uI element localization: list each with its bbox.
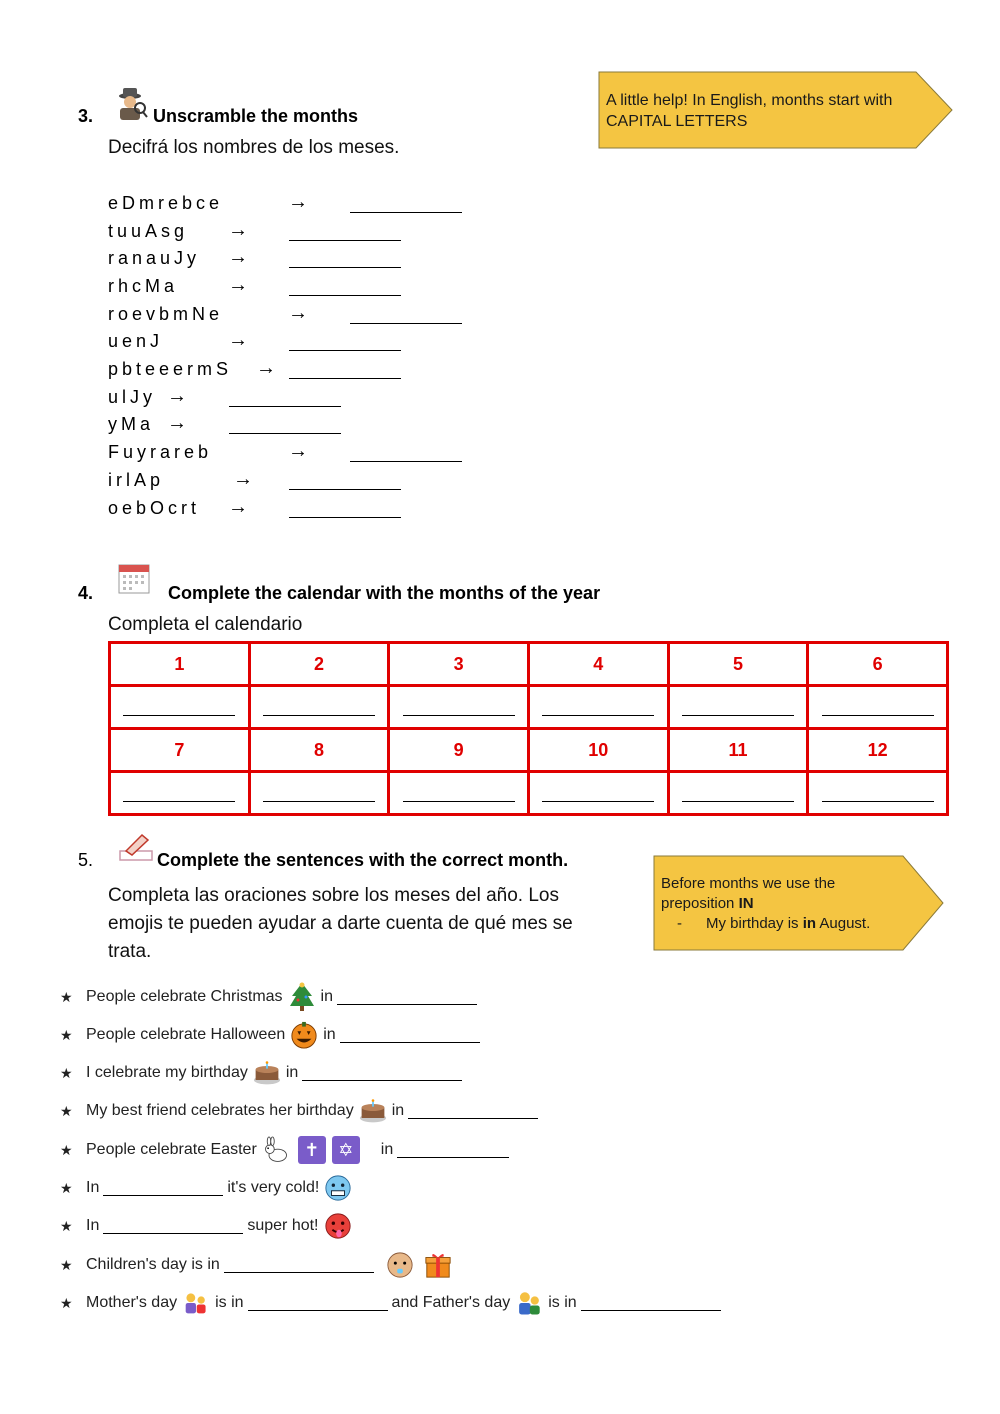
sentence-text: in <box>380 1141 394 1158</box>
star-bullet-icon: ★ <box>60 1179 73 1196</box>
answer-blank[interactable] <box>340 1028 480 1043</box>
help-callout <box>598 71 954 149</box>
section-5-subtitle-line: Completa las oraciones sobre los meses del año. Los <box>108 885 559 906</box>
month-number: 7 <box>110 729 250 772</box>
arrow: → <box>288 302 308 324</box>
example-text-end: August. <box>816 915 871 932</box>
scrambled-word: yMa <box>108 414 155 434</box>
sentence-text: is in <box>215 1294 244 1311</box>
sentence-hot <box>60 1210 357 1242</box>
family-man-boy-icon <box>515 1289 543 1317</box>
answer-blank[interactable] <box>581 1296 721 1311</box>
section-5-subtitle <box>108 882 573 966</box>
sentence-parents-day <box>60 1287 725 1319</box>
bullet: - <box>677 915 682 932</box>
star-bullet-icon: ★ <box>60 1102 73 1119</box>
arrow: → <box>288 440 308 462</box>
help-callout-text: A little help! In English, months start with CAPITAL LETTERS <box>606 92 893 130</box>
arrow: → <box>228 329 248 351</box>
preposition-example <box>661 914 921 934</box>
sentence-text: People celebrate Halloween <box>86 1026 286 1043</box>
birthday-cake-icon <box>253 1059 281 1087</box>
section-3-subtitle: Decifrá los nombres de los meses. <box>108 137 400 158</box>
sentence-text: Mother's day <box>86 1294 178 1311</box>
month-answer-cell[interactable] <box>668 772 808 815</box>
rabbit-icon <box>262 1136 290 1164</box>
section-4-subtitle: Completa el calendario <box>108 614 303 635</box>
section-5-title: Complete the sentences with the correct month. <box>157 850 569 870</box>
star-bullet-icon: ★ <box>60 1256 73 1273</box>
month-number: 6 <box>808 643 948 686</box>
sentence-my-birthday <box>60 1057 466 1089</box>
sentence-text: People celebrate Christmas <box>86 988 283 1005</box>
sentence-easter <box>60 1134 513 1166</box>
answer-blank[interactable] <box>224 1258 374 1273</box>
scrambled-word: irlAp <box>108 470 165 490</box>
scrambled-word: rhcMa <box>108 276 179 296</box>
birthday-cake-icon <box>359 1097 387 1125</box>
month-answer-cell[interactable] <box>110 686 250 729</box>
month-answer-cell[interactable] <box>389 772 529 815</box>
preposition-text: preposition <box>661 895 739 912</box>
sentence-text: it's very cold! <box>227 1179 320 1196</box>
sentence-text: is in <box>548 1294 577 1311</box>
preposition-line-1: Before months we use the <box>661 875 836 892</box>
scrambled-word: ulJy <box>108 387 157 407</box>
answer-blank[interactable] <box>289 378 401 379</box>
sentence-text: People celebrate Easter <box>86 1141 257 1158</box>
star-bullet-icon: ★ <box>60 1141 73 1158</box>
jack-o-lantern-icon <box>290 1021 318 1049</box>
star-bullet-icon: ★ <box>60 1064 73 1081</box>
answer-blank[interactable] <box>289 295 401 296</box>
calendar-icon <box>118 562 150 594</box>
answer-blank[interactable] <box>103 1181 223 1196</box>
month-number: 4 <box>528 643 668 686</box>
arrow: → <box>228 274 248 296</box>
month-number: 9 <box>389 729 529 772</box>
sentence-christmas <box>60 981 481 1013</box>
christmas-tree-icon <box>288 983 316 1011</box>
detective-icon <box>114 86 148 120</box>
sentence-text: in <box>285 1064 299 1081</box>
preposition-callout <box>653 855 945 951</box>
month-number: 12 <box>808 729 948 772</box>
answer-blank[interactable] <box>350 461 462 462</box>
arrow: → <box>228 219 248 241</box>
arrow: → <box>256 357 276 379</box>
scrambled-word: pbteeermS <box>108 359 233 379</box>
month-answer-cell[interactable] <box>528 772 668 815</box>
scrambled-word: oebOcrt <box>108 498 201 518</box>
month-answer-cell[interactable] <box>249 686 389 729</box>
sentence-text: and Father's day <box>391 1294 511 1311</box>
sentence-text: in <box>323 1026 336 1043</box>
arrow: → <box>288 191 308 213</box>
family-woman-girl-icon <box>182 1289 210 1317</box>
scrambled-word: roevbmNe <box>108 304 224 324</box>
scrambled-word: ranauJy <box>108 248 201 268</box>
month-number: 8 <box>249 729 389 772</box>
star-bullet-icon: ★ <box>60 1026 73 1043</box>
month-answer-cell[interactable] <box>808 772 948 815</box>
example-bold: in <box>802 915 817 932</box>
scrambled-word: uenJ <box>108 331 164 351</box>
scrambled-word: eDmrebce <box>108 193 224 213</box>
hot-face-icon <box>324 1212 352 1240</box>
sentence-childrens-day <box>60 1249 457 1281</box>
section-5-number: 5. <box>78 850 94 870</box>
scrambled-word: Fuyrareb <box>108 442 213 462</box>
gift-icon <box>424 1251 452 1279</box>
answer-blank[interactable] <box>289 517 401 518</box>
answer-blank[interactable] <box>289 240 401 241</box>
section-5-subtitle-line: emojis te pueden ayudar a darte cuenta de qué mes se <box>108 913 573 934</box>
section-4-title: Complete the calendar with the months of the year <box>168 583 601 603</box>
sentence-text: in <box>320 988 333 1005</box>
answer-blank[interactable] <box>103 1219 243 1234</box>
month-number: 1 <box>110 643 250 686</box>
answer-blank[interactable] <box>289 350 401 351</box>
cold-face-icon <box>324 1174 352 1202</box>
section-5-subtitle-line: trata. <box>108 941 152 962</box>
answer-blank[interactable] <box>302 1066 462 1081</box>
sentence-text: in <box>391 1102 405 1119</box>
month-answer-cell[interactable] <box>110 772 250 815</box>
star-of-david-icon: ✡ <box>332 1136 360 1164</box>
month-answer-cell[interactable] <box>528 686 668 729</box>
calendar-table <box>108 641 949 816</box>
answer-blank[interactable] <box>350 323 462 324</box>
answer-blank[interactable] <box>350 212 462 213</box>
sentence-text: I celebrate my birthday <box>86 1064 248 1081</box>
section-3-title: Unscramble the months <box>153 106 359 126</box>
pencil-writing-icon <box>118 833 154 861</box>
sentence-text: In <box>86 1217 100 1234</box>
sentence-text: Children's day is in <box>86 1256 220 1273</box>
month-number: 2 <box>249 643 389 686</box>
star-bullet-icon: ★ <box>60 1217 73 1234</box>
answer-blank[interactable] <box>397 1143 509 1158</box>
answer-blank[interactable] <box>337 990 477 1005</box>
arrow: → <box>228 496 248 518</box>
arrow: → <box>228 246 248 268</box>
month-answer-cell[interactable] <box>389 686 529 729</box>
sentence-text: My best friend celebrates her birthday <box>86 1102 354 1119</box>
section-4-number: 4. <box>78 583 94 603</box>
month-number: 11 <box>668 729 808 772</box>
month-number: 3 <box>389 643 529 686</box>
month-answer-cell[interactable] <box>808 686 948 729</box>
sentence-cold <box>60 1172 357 1204</box>
month-number: 5 <box>668 643 808 686</box>
arrow: → <box>167 385 187 407</box>
answer-blank[interactable] <box>408 1104 538 1119</box>
preposition-bold: IN <box>738 895 754 912</box>
answer-blank[interactable] <box>248 1296 388 1311</box>
sentence-halloween <box>60 1019 484 1051</box>
answer-blank[interactable] <box>229 433 341 434</box>
preposition-line-2 <box>661 894 921 914</box>
section-3-number: 3. <box>78 106 94 126</box>
month-answer-cell[interactable] <box>668 686 808 729</box>
baby-icon <box>386 1251 414 1279</box>
sentence-text: super hot! <box>247 1217 319 1234</box>
arrow: → <box>233 468 253 490</box>
arrow: → <box>167 412 187 434</box>
latin-cross-icon: ✝ <box>298 1136 326 1164</box>
answer-blank[interactable] <box>229 406 341 407</box>
sentence-text: In <box>86 1179 100 1196</box>
sentence-friend-birthday <box>60 1095 542 1127</box>
star-bullet-icon: ★ <box>60 1294 73 1311</box>
answer-blank[interactable] <box>289 267 401 268</box>
answer-blank[interactable] <box>289 489 401 490</box>
month-number: 10 <box>528 729 668 772</box>
month-answer-cell[interactable] <box>249 772 389 815</box>
star-bullet-icon: ★ <box>60 988 73 1005</box>
example-text: My birthday is <box>706 915 803 932</box>
scrambled-word: tuuAsg <box>108 221 189 241</box>
